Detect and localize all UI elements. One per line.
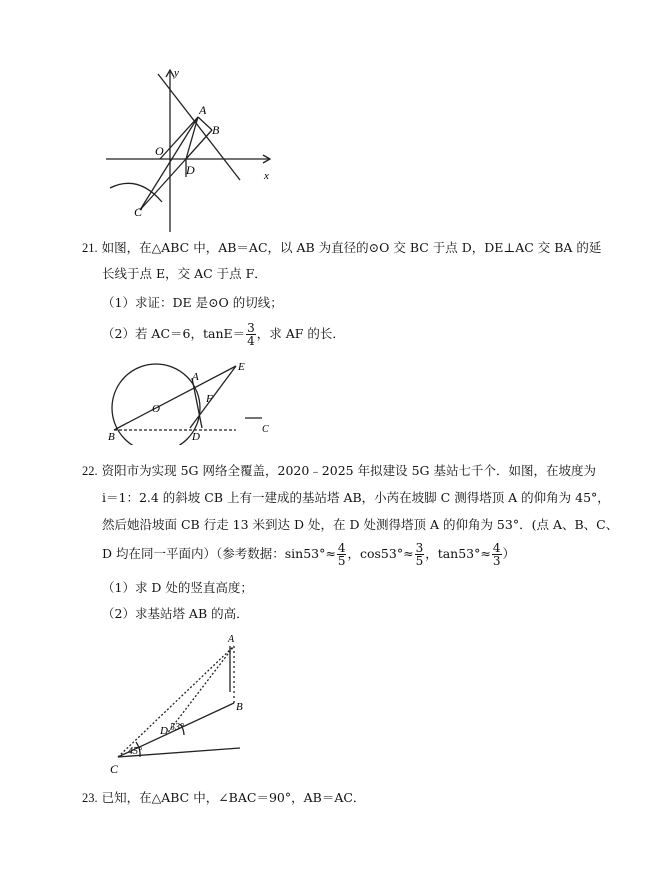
sin-den: 5 [337,554,346,568]
label-e: E [238,361,245,373]
q22-sin-fraction [337,542,347,567]
q21-part2-pre: （2）若 AC＝6，tanE＝ [102,326,246,341]
cos-label: ，cos53°≈ [347,546,414,561]
q21-part1 [102,295,283,311]
q23-text-1: 已知，在△ABC 中，∠BAC＝90°，AB＝AC． [101,790,366,805]
label-d: D [160,725,168,737]
q22-line3 [102,517,618,533]
label-b: B [108,431,115,443]
q22-part1-text: （1）求 D 处的竖直高度； [102,580,253,595]
cos-num: 3 [415,541,424,555]
figure-q21-circle-diagram [100,360,275,445]
q21-frac-den: 4 [247,334,255,348]
q22-line4 [102,542,515,567]
label-d: D [186,163,195,177]
label-o: O [155,144,164,158]
tan-label: ，tan53°≈ [425,546,491,561]
q21-text-2: 长线于点 E，交 AC 于点 F． [102,266,267,281]
figure-q22-slope-diagram [100,630,260,778]
q21-tan-fraction [246,322,256,347]
q22-part2-text: （2）求基站塔 AB 的高． [102,606,249,621]
q22-text-1: 资阳市为实现 5G 网络全覆盖，2020﹣2025 年拟建设 5G 基站七千个．如图，在坡度为 [101,463,596,478]
label-c: C [110,762,119,776]
q22-line1 [82,463,596,479]
q21-part2-post: ，求 AF 的长． [256,326,345,341]
q22-number: 22. [82,464,98,478]
label-45: 45° [128,746,142,757]
q21-number: 21. [82,241,98,255]
label-a: A [199,103,207,117]
label-y: y [174,67,179,79]
label-x: x [264,170,269,182]
q21-line1 [82,240,601,256]
label-f: F [206,393,213,405]
q21-part1-text: （1）求证：DE 是⊙O 的切线； [102,295,283,310]
q22-text-3: 然后她沿坡面 CB 行走 13 米到达 D 处，在 D 处测得塔顶 A 的仰角为 53°．(点 A、B、C、 [102,517,619,532]
q22-line2 [102,490,610,506]
q22-text-2: i＝1：2.4 的斜坡 CB 上有一建成的基站塔 AB，小芮在坡脚 C 测得塔顶 A 的仰角为 45°， [102,490,610,505]
label-a: A [228,634,235,645]
q22-tan-fraction [492,542,502,567]
q21-text-1: 如图，在△ABC 中，AB＝AC，以 AB 为直径的⊙O 交 BC 于点 D，DE⊥AC 交 BA 的延 [101,240,602,255]
label-d: D [192,431,200,443]
q22-part2 [102,606,249,622]
label-c: C [134,205,143,219]
sin-num: 4 [337,541,346,555]
label-o: O [152,403,160,415]
q23-number: 23. [82,791,98,805]
tan-den: 3 [492,554,501,568]
label-a: A [192,371,199,383]
q21-part2 [102,322,345,347]
q21-frac-num: 3 [247,321,255,335]
q22-part1 [102,580,253,596]
label-c: C [262,424,269,435]
figure-q20-coordinate-diagram [100,62,285,234]
cos-den: 5 [415,554,424,568]
q22-line4-post: ） [502,546,516,561]
q22-line4-pre: D 均在同一平面内）（参考数据：sin53°≈ [102,546,336,561]
tan-num: 4 [492,541,501,555]
label-b: B [212,123,220,137]
q23-line1 [82,790,365,806]
q22-cos-fraction [415,542,425,567]
q21-line2 [102,266,267,282]
label-53: 53° [170,722,184,733]
label-b: B [236,701,243,713]
